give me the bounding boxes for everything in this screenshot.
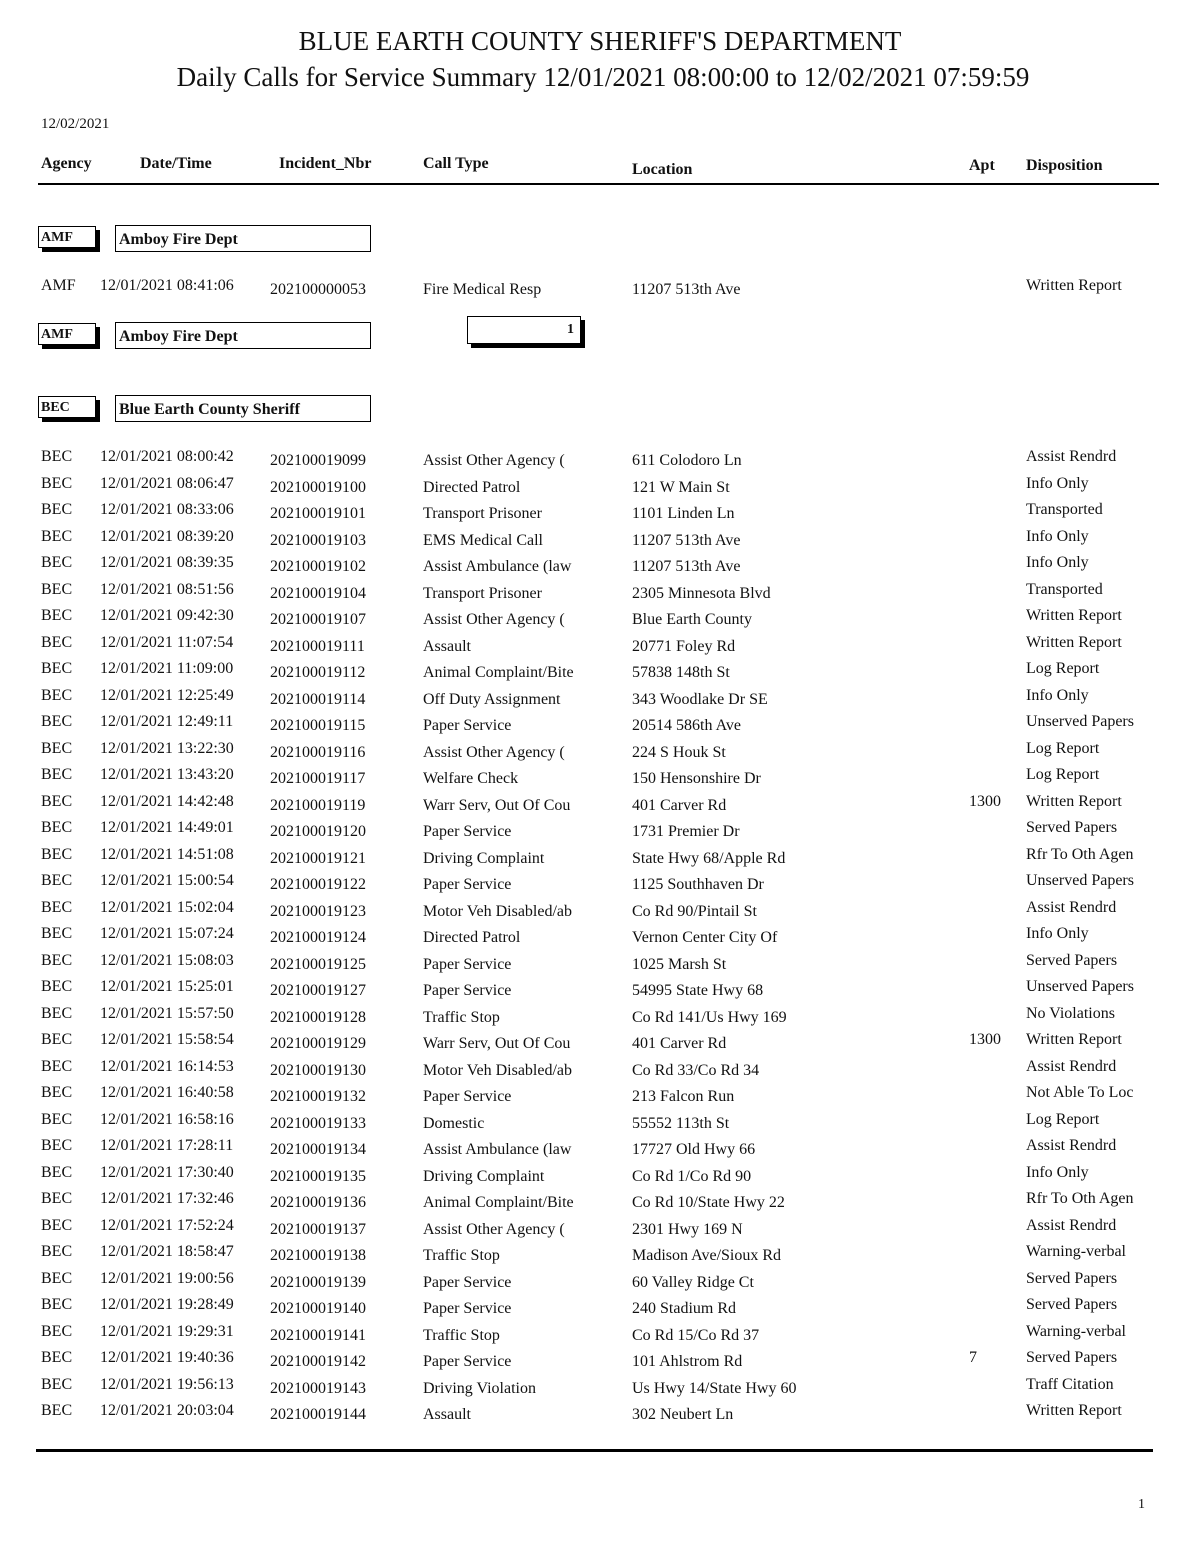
table-row [0, 1376, 1200, 1402]
cell-call-type: Paper Service [423, 823, 512, 840]
cell-disposition: Assist Rendrd [1026, 448, 1117, 465]
cell-call-type: Assist Other Agency ( [423, 452, 565, 469]
table-row [0, 660, 1200, 686]
cell-datetime: 12/01/2021 19:56:13 [100, 1375, 234, 1393]
cell-call-type: Welfare Check [423, 770, 519, 787]
cell-call-type: Paper Service [423, 876, 512, 893]
cell-incident: 202100019127 [270, 982, 366, 999]
cell-datetime: 12/01/2021 08:06:47 [100, 474, 234, 492]
cell-disposition: Assist Rendrd [1026, 1216, 1117, 1234]
cell-agency: BEC [41, 1190, 73, 1207]
cell-datetime: 12/01/2021 14:51:08 [100, 845, 234, 863]
cell-incident: 202100019135 [270, 1167, 366, 1185]
cell-agency: BEC [41, 1269, 73, 1287]
cell-disposition: Not Able To Loc [1026, 1084, 1134, 1101]
cell-incident: 202100019119 [270, 796, 366, 814]
cell-disposition: Unserved Papers [1026, 872, 1134, 889]
column-header-agency: Agency [41, 155, 92, 172]
cell-disposition: Log Report [1026, 739, 1100, 757]
cell-incident: 202100019100 [270, 478, 366, 496]
cell-location: 17727 Old Hwy 66 [632, 1141, 756, 1158]
table-row [0, 277, 1200, 303]
column-header-location: Location [632, 161, 693, 178]
table-row [0, 554, 1200, 580]
table-row [0, 819, 1200, 845]
cell-incident: 202100019099 [270, 452, 366, 469]
table-row [0, 925, 1200, 951]
cell-agency: BEC [41, 872, 73, 889]
cell-call-type: Paper Service [423, 955, 512, 973]
table-row [0, 872, 1200, 898]
cell-datetime: 12/01/2021 20:03:04 [100, 1402, 234, 1419]
table-row [0, 740, 1200, 766]
cell-location: 57838 148th St [632, 664, 730, 681]
cell-incident: 202100019125 [270, 955, 366, 973]
cell-disposition: Served Papers [1026, 951, 1118, 969]
column-header-incident: Incident_Nbr [279, 155, 372, 172]
cell-call-type: Transport Prisoner [423, 584, 542, 602]
cell-location: 611 Colodoro Ln [632, 452, 742, 469]
cell-call-type: Traffic Stop [423, 1008, 500, 1026]
cell-call-type: Traffic Stop [423, 1247, 500, 1264]
print-date: 12/02/2021 [41, 116, 110, 132]
cell-datetime: 12/01/2021 19:29:31 [100, 1322, 234, 1340]
cell-call-type: Traffic Stop [423, 1326, 500, 1344]
cell-call-type: Motor Veh Disabled/ab [423, 902, 573, 920]
cell-incident: 202100019102 [270, 558, 366, 575]
table-row [0, 634, 1200, 660]
cell-call-type: Driving Violation [423, 1379, 536, 1397]
cell-disposition: Assist Rendrd [1026, 1057, 1117, 1075]
group-name-box: Blue Earth County Sheriff [115, 395, 371, 422]
cell-incident: 202100019107 [270, 611, 366, 628]
table-row [0, 581, 1200, 607]
cell-agency: BEC [41, 607, 73, 624]
cell-datetime: 12/01/2021 16:58:16 [100, 1110, 234, 1128]
table-row [0, 1270, 1200, 1296]
column-header-disposition: Disposition [1026, 157, 1103, 174]
table-row [0, 793, 1200, 819]
cell-agency: BEC [41, 1349, 73, 1366]
cell-datetime: 12/01/2021 14:49:01 [100, 819, 234, 836]
cell-call-type: Warr Serv, Out Of Cou [423, 1035, 571, 1052]
report-subtitle: Daily Calls for Service Summary 12/01/2021 08:00:00 to 12/02/2021 07:59:59 [176, 62, 1030, 92]
cell-incident: 202100019120 [270, 823, 366, 840]
table-row [0, 1217, 1200, 1243]
cell-agency: BEC [41, 713, 73, 730]
cell-datetime: 12/01/2021 15:25:01 [100, 978, 234, 995]
cell-location: Co Rd 141/Us Hwy 169 [632, 1008, 787, 1026]
cell-disposition: Written Report [1026, 607, 1122, 624]
cell-location: Co Rd 1/Co Rd 90 [632, 1167, 752, 1185]
cell-disposition: Written Report [1026, 1031, 1122, 1048]
cell-call-type: Assist Other Agency ( [423, 1220, 565, 1238]
table-row [0, 1031, 1200, 1057]
cell-incident: 202100019121 [270, 849, 366, 867]
cell-location: 224 S Houk St [632, 743, 726, 761]
cell-disposition: Log Report [1026, 1110, 1100, 1128]
cell-datetime: 12/01/2021 15:07:24 [100, 925, 234, 942]
table-row [0, 1243, 1200, 1269]
bottom-rule [36, 1449, 1153, 1452]
cell-agency: BEC [41, 527, 73, 545]
cell-agency: BEC [41, 978, 73, 995]
table-row [0, 713, 1200, 739]
cell-disposition: Info Only [1026, 474, 1089, 492]
cell-datetime: 12/01/2021 16:40:58 [100, 1084, 234, 1101]
cell-call-type: Assist Other Agency ( [423, 743, 565, 761]
cell-agency: BEC [41, 686, 73, 704]
cell-incident: 202100019138 [270, 1247, 366, 1264]
cell-datetime: 12/01/2021 13:22:30 [100, 739, 234, 757]
cell-agency: AMF [41, 277, 76, 294]
cell-incident: 202100019115 [270, 717, 366, 734]
table-row [0, 1058, 1200, 1084]
group-footer-code-box: AMF [38, 323, 96, 345]
cell-datetime: 12/01/2021 14:42:48 [100, 792, 234, 810]
cell-disposition: Transported [1026, 580, 1103, 598]
table-row [0, 501, 1200, 527]
cell-datetime: 12/01/2021 15:58:54 [100, 1031, 234, 1048]
cell-datetime: 12/01/2021 19:40:36 [100, 1349, 234, 1366]
cell-call-type: Driving Complaint [423, 1167, 545, 1185]
cell-datetime: 12/01/2021 08:39:35 [100, 554, 234, 571]
cell-incident: 202100019130 [270, 1061, 366, 1079]
cell-disposition: Written Report [1026, 277, 1122, 294]
cell-incident: 202100019129 [270, 1035, 366, 1052]
cell-disposition: Served Papers [1026, 1296, 1118, 1313]
cell-location: 1125 Southhaven Dr [632, 876, 764, 893]
cell-agency: BEC [41, 501, 73, 518]
column-header-call-type: Call Type [423, 155, 489, 172]
cell-call-type: Driving Complaint [423, 849, 545, 867]
cell-agency: BEC [41, 633, 73, 651]
cell-location: 2301 Hwy 169 N [632, 1220, 743, 1238]
cell-agency: BEC [41, 554, 73, 571]
table-row [0, 1296, 1200, 1322]
cell-agency: BEC [41, 792, 73, 810]
cell-incident: 202100019144 [270, 1406, 366, 1423]
cell-call-type: Assist Ambulance (law [423, 558, 572, 575]
table-row [0, 1402, 1200, 1428]
cell-disposition: Traff Citation [1026, 1375, 1114, 1393]
table-row [0, 952, 1200, 978]
cell-disposition: Info Only [1026, 925, 1089, 942]
cell-datetime: 12/01/2021 17:52:24 [100, 1216, 234, 1234]
cell-apt: 1300 [969, 1031, 1001, 1048]
cell-datetime: 12/01/2021 15:57:50 [100, 1004, 234, 1022]
table-row [0, 1137, 1200, 1163]
cell-agency: BEC [41, 448, 73, 465]
cell-call-type: Transport Prisoner [423, 505, 542, 522]
cell-call-type: Paper Service [423, 1088, 512, 1105]
cell-disposition: Served Papers [1026, 1349, 1118, 1366]
cell-location: 150 Hensonshire Dr [632, 770, 761, 787]
cell-disposition: Rfr To Oth Agen [1026, 845, 1134, 863]
table-row [0, 687, 1200, 713]
cell-location: 2305 Minnesota Blvd [632, 584, 771, 602]
column-header-datetime: Date/Time [140, 155, 212, 172]
cell-location: Us Hwy 14/State Hwy 60 [632, 1379, 797, 1397]
cell-location: 54995 State Hwy 68 [632, 982, 764, 999]
cell-datetime: 12/01/2021 08:51:56 [100, 580, 234, 598]
cell-agency: BEC [41, 739, 73, 757]
cell-location: 343 Woodlake Dr SE [632, 690, 768, 708]
cell-datetime: 12/01/2021 18:58:47 [100, 1243, 234, 1260]
cell-location: Vernon Center City Of [632, 929, 778, 946]
cell-incident: 202100019128 [270, 1008, 366, 1026]
cell-datetime: 12/01/2021 17:32:46 [100, 1190, 234, 1207]
cell-disposition: Log Report [1026, 660, 1100, 677]
cell-agency: BEC [41, 1243, 73, 1260]
cell-datetime: 12/01/2021 15:00:54 [100, 872, 234, 889]
cell-disposition: Unserved Papers [1026, 713, 1134, 730]
cell-agency: BEC [41, 766, 73, 783]
cell-disposition: Assist Rendrd [1026, 898, 1117, 916]
cell-location: 20514 586th Ave [632, 717, 742, 734]
cell-incident: 202100019103 [270, 531, 366, 549]
cell-location: 1101 Linden Ln [632, 505, 735, 522]
cell-disposition: Info Only [1026, 1163, 1089, 1181]
cell-agency: BEC [41, 1322, 73, 1340]
cell-datetime: 12/01/2021 11:09:00 [100, 660, 234, 677]
cell-incident: 202100019139 [270, 1273, 366, 1291]
cell-disposition: Transported [1026, 501, 1103, 518]
cell-datetime: 12/01/2021 15:02:04 [100, 898, 234, 916]
cell-disposition: Served Papers [1026, 819, 1118, 836]
cell-call-type: Paper Service [423, 717, 512, 734]
cell-call-type: Animal Complaint/Bite [423, 664, 574, 681]
cell-incident: 202100019116 [270, 743, 366, 761]
cell-disposition: Warning-verbal [1026, 1243, 1126, 1260]
cell-call-type: Directed Patrol [423, 478, 521, 496]
cell-call-type: Assault [423, 637, 471, 655]
cell-agency: BEC [41, 1402, 73, 1419]
cell-location: Co Rd 15/Co Rd 37 [632, 1326, 760, 1344]
group-name-box: Amboy Fire Dept [115, 225, 371, 252]
cell-agency: BEC [41, 1216, 73, 1234]
cell-agency: BEC [41, 1137, 73, 1154]
cell-datetime: 12/01/2021 08:00:42 [100, 448, 234, 465]
group-footer-name-box: Amboy Fire Dept [115, 322, 371, 349]
table-row [0, 448, 1200, 474]
cell-agency: BEC [41, 925, 73, 942]
cell-incident: 202100019112 [270, 664, 366, 681]
cell-incident: 202100019111 [270, 637, 365, 655]
cell-call-type: Paper Service [423, 1300, 512, 1317]
cell-call-type: Assist Ambulance (law [423, 1141, 572, 1158]
cell-agency: BEC [41, 1110, 73, 1128]
cell-agency: BEC [41, 660, 73, 677]
cell-location: 121 W Main St [632, 478, 730, 496]
cell-location: 1731 Premier Dr [632, 823, 740, 840]
table-row [0, 1005, 1200, 1031]
cell-incident: 202100000053 [270, 281, 366, 298]
cell-disposition: Log Report [1026, 766, 1100, 783]
cell-location: Co Rd 10/State Hwy 22 [632, 1194, 785, 1211]
cell-datetime: 12/01/2021 17:28:11 [100, 1137, 234, 1154]
cell-location: 1025 Marsh St [632, 955, 727, 973]
cell-location: 401 Carver Rd [632, 796, 727, 814]
cell-incident: 202100019141 [270, 1326, 366, 1344]
cell-incident: 202100019140 [270, 1300, 366, 1317]
cell-disposition: Served Papers [1026, 1269, 1118, 1287]
cell-disposition: Rfr To Oth Agen [1026, 1190, 1134, 1207]
cell-location: 20771 Foley Rd [632, 637, 736, 655]
table-row [0, 978, 1200, 1004]
cell-call-type: Assist Other Agency ( [423, 611, 565, 628]
cell-agency: BEC [41, 951, 73, 969]
table-row [0, 766, 1200, 792]
cell-call-type: Animal Complaint/Bite [423, 1194, 574, 1211]
cell-disposition: Info Only [1026, 527, 1089, 545]
cell-agency: BEC [41, 1163, 73, 1181]
cell-call-type: Paper Service [423, 1273, 512, 1291]
cell-location: 302 Neubert Ln [632, 1406, 734, 1423]
table-row [0, 1349, 1200, 1375]
table-row [0, 475, 1200, 501]
cell-disposition: Info Only [1026, 686, 1089, 704]
cell-incident: 202100019133 [270, 1114, 366, 1132]
cell-location: 11207 513th Ave [632, 558, 741, 575]
cell-datetime: 12/01/2021 08:39:20 [100, 527, 234, 545]
cell-location: 11207 513th Ave [632, 531, 741, 549]
table-row [0, 1164, 1200, 1190]
cell-location: 101 Ahlstrom Rd [632, 1353, 743, 1370]
cell-agency: BEC [41, 898, 73, 916]
cell-call-type: Paper Service [423, 1353, 512, 1370]
cell-agency: BEC [41, 1057, 73, 1075]
cell-agency: BEC [41, 1296, 73, 1313]
cell-disposition: Unserved Papers [1026, 978, 1134, 995]
page-number: 1 [1138, 1497, 1145, 1512]
cell-agency: BEC [41, 580, 73, 598]
cell-disposition: Written Report [1026, 1402, 1122, 1419]
cell-incident: 202100019124 [270, 929, 366, 946]
cell-incident: 202100019122 [270, 876, 366, 893]
cell-location: 401 Carver Rd [632, 1035, 727, 1052]
cell-disposition: Assist Rendrd [1026, 1137, 1117, 1154]
table-row [0, 846, 1200, 872]
cell-datetime: 12/01/2021 09:42:30 [100, 607, 234, 624]
cell-call-type: Assault [423, 1406, 471, 1423]
cell-call-type: Fire Medical Resp [423, 281, 542, 298]
cell-call-type: EMS Medical Call [423, 531, 543, 549]
cell-disposition: Written Report [1026, 792, 1122, 810]
cell-location: Blue Earth County [632, 611, 752, 628]
cell-datetime: 12/01/2021 16:14:53 [100, 1057, 234, 1075]
cell-call-type: Off Duty Assignment [423, 690, 561, 708]
cell-datetime: 12/01/2021 15:08:03 [100, 951, 234, 969]
cell-datetime: 12/01/2021 12:25:49 [100, 686, 234, 704]
cell-call-type: Paper Service [423, 982, 512, 999]
header-rule [38, 183, 1159, 185]
cell-datetime: 12/01/2021 17:30:40 [100, 1163, 234, 1181]
cell-incident: 202100019117 [270, 770, 366, 787]
table-row [0, 899, 1200, 925]
cell-location: Madison Ave/Sioux Rd [632, 1247, 782, 1264]
cell-incident: 202100019143 [270, 1379, 366, 1397]
cell-incident: 202100019101 [270, 505, 366, 522]
cell-location: 11207 513th Ave [632, 281, 741, 298]
cell-agency: BEC [41, 1084, 73, 1101]
cell-disposition: No Violations [1026, 1004, 1115, 1022]
table-row [0, 1190, 1200, 1216]
column-header-apt: Apt [969, 157, 995, 174]
cell-location: 55552 113th St [632, 1114, 730, 1132]
cell-apt: 1300 [969, 792, 1001, 810]
cell-datetime: 12/01/2021 19:00:56 [100, 1269, 234, 1287]
table-row [0, 1111, 1200, 1137]
cell-disposition: Info Only [1026, 554, 1089, 571]
cell-call-type: Motor Veh Disabled/ab [423, 1061, 573, 1079]
cell-location: Co Rd 90/Pintail St [632, 902, 757, 920]
cell-agency: BEC [41, 1375, 73, 1393]
cell-datetime: 12/01/2021 08:33:06 [100, 501, 234, 518]
cell-location: 240 Stadium Rd [632, 1300, 737, 1317]
report-title: BLUE EARTH COUNTY SHERIFF'S DEPARTMENT [298, 26, 902, 56]
table-row [0, 1084, 1200, 1110]
cell-agency: BEC [41, 474, 73, 492]
cell-datetime: 12/01/2021 19:28:49 [100, 1296, 234, 1313]
cell-agency: BEC [41, 1031, 73, 1048]
cell-call-type: Domestic [423, 1114, 485, 1132]
table-row [0, 607, 1200, 633]
cell-location: State Hwy 68/Apple Rd [632, 849, 786, 867]
cell-datetime: 12/01/2021 08:41:06 [100, 277, 234, 294]
cell-apt: 7 [969, 1349, 977, 1366]
cell-incident: 202100019134 [270, 1141, 366, 1158]
cell-agency: BEC [41, 819, 73, 836]
cell-disposition: Warning-verbal [1026, 1322, 1126, 1340]
group-code-box: BEC [38, 396, 96, 418]
table-row [0, 1323, 1200, 1349]
cell-datetime: 12/01/2021 13:43:20 [100, 766, 234, 783]
group-code-box: AMF [38, 226, 96, 248]
table-row [0, 528, 1200, 554]
cell-incident: 202100019114 [270, 690, 366, 708]
cell-location: 213 Falcon Run [632, 1088, 735, 1105]
cell-agency: BEC [41, 1004, 73, 1022]
cell-incident: 202100019132 [270, 1088, 366, 1105]
cell-call-type: Directed Patrol [423, 929, 521, 946]
cell-datetime: 12/01/2021 11:07:54 [100, 633, 234, 651]
cell-disposition: Written Report [1026, 633, 1122, 651]
cell-datetime: 12/01/2021 12:49:11 [100, 713, 234, 730]
cell-incident: 202100019104 [270, 584, 366, 602]
cell-location: Co Rd 33/Co Rd 34 [632, 1061, 760, 1079]
cell-call-type: Warr Serv, Out Of Cou [423, 796, 571, 814]
cell-location: 60 Valley Ridge Ct [632, 1273, 754, 1291]
cell-incident: 202100019137 [270, 1220, 366, 1238]
group-count-box: 1 [467, 316, 581, 344]
cell-agency: BEC [41, 845, 73, 863]
cell-incident: 202100019123 [270, 902, 366, 920]
cell-incident: 202100019136 [270, 1194, 366, 1211]
cell-incident: 202100019142 [270, 1353, 366, 1370]
